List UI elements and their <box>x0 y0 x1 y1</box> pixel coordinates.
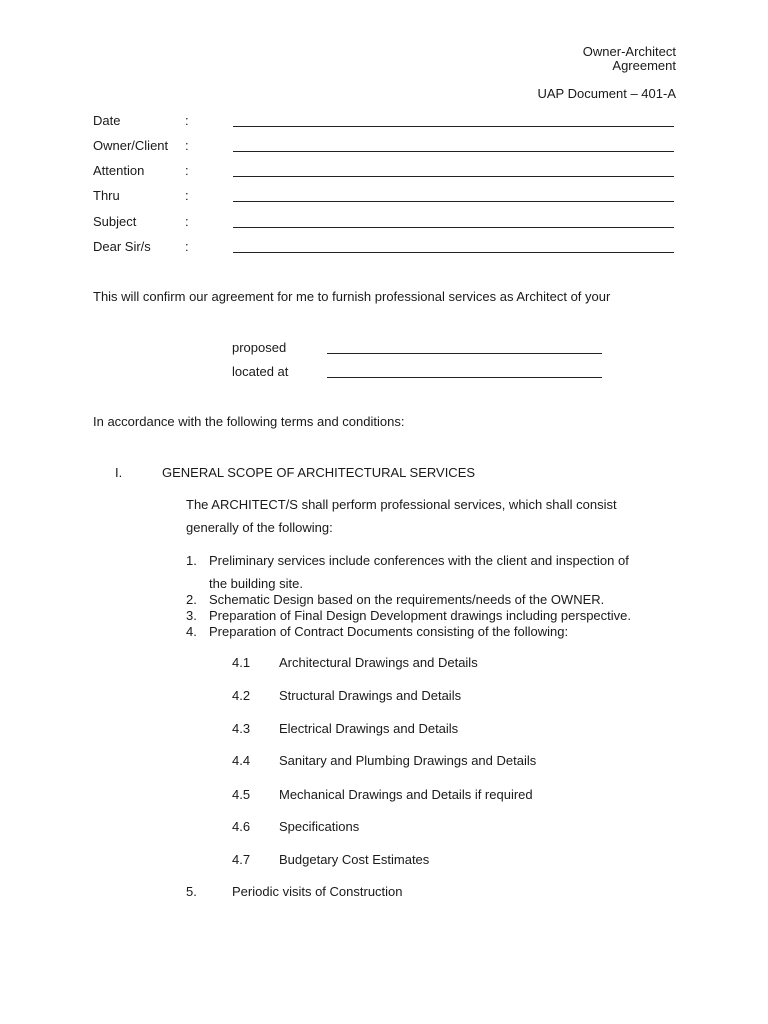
terms-intro: In accordance with the following terms and conditions: <box>93 414 405 429</box>
subitem-text: Specifications <box>279 819 360 834</box>
item-text-line1: Preliminary services include conferences with the client and inspection of <box>209 553 629 568</box>
item-text: Schematic Design based on the requirements/needs of the OWNER. <box>209 592 605 607</box>
thru-blank-line[interactable] <box>233 201 674 202</box>
subitem-number: 4.5 <box>232 787 251 802</box>
field-colon: : <box>185 138 189 153</box>
date-blank-line[interactable] <box>233 126 674 127</box>
field-colon: : <box>185 163 189 178</box>
field-label: Thru <box>93 188 120 203</box>
section-title: GENERAL SCOPE OF ARCHITECTURAL SERVICES <box>162 465 476 480</box>
field-label: Subject <box>93 214 137 229</box>
located-at-label: located at <box>232 364 289 379</box>
subitem-number: 4.3 <box>232 721 251 736</box>
proposed-blank-line[interactable] <box>327 353 602 354</box>
subitem-text: Structural Drawings and Details <box>279 688 462 703</box>
item-number: 1. <box>186 553 197 568</box>
field-label: Date <box>93 113 121 128</box>
field-label: Attention <box>93 163 145 178</box>
section-paragraph-line1: The ARCHITECT/S shall perform professional services, which shall consist <box>186 497 617 512</box>
proposed-label: proposed <box>232 340 287 355</box>
item-number: 5. <box>186 884 197 899</box>
subject-blank-line[interactable] <box>233 227 674 228</box>
field-colon: : <box>185 239 189 254</box>
item-text: Preparation of Contract Documents consisting of the following: <box>209 624 569 639</box>
field-label: Owner/Client <box>93 138 169 153</box>
subitem-number: 4.1 <box>232 655 251 670</box>
item-number: 4. <box>186 624 197 639</box>
item-number: 3. <box>186 608 197 623</box>
subitem-text: Mechanical Drawings and Details if required <box>279 787 533 802</box>
dear-sirs-blank-line[interactable] <box>233 252 674 253</box>
subitem-number: 4.6 <box>232 819 251 834</box>
subitem-text: Architectural Drawings and Details <box>279 655 478 670</box>
subitem-text: Electrical Drawings and Details <box>279 721 459 736</box>
item-number: 2. <box>186 592 197 607</box>
item-text-line2: the building site. <box>209 576 303 591</box>
field-colon: : <box>185 188 189 203</box>
subitem-number: 4.2 <box>232 688 251 703</box>
subitem-text: Budgetary Cost Estimates <box>279 852 430 867</box>
doc-type-line1: Owner-Architect <box>582 44 676 59</box>
field-colon: : <box>185 214 189 229</box>
field-label: Dear Sir/s <box>93 239 151 254</box>
attention-blank-line[interactable] <box>233 176 674 177</box>
section-number: I. <box>115 465 123 480</box>
subitem-number: 4.4 <box>232 753 251 768</box>
doc-number: UAP Document – 401-A <box>537 86 676 101</box>
intro-paragraph: This will confirm our agreement for me to furnish professional services as Architect of your <box>93 289 611 304</box>
subitem-text: Sanitary and Plumbing Drawings and Details <box>279 753 537 768</box>
item-text: Periodic visits of Construction <box>232 884 403 899</box>
field-colon: : <box>185 113 189 128</box>
located-at-blank-line[interactable] <box>327 377 602 378</box>
owner-client-blank-line[interactable] <box>233 151 674 152</box>
section-paragraph-line2: generally of the following: <box>186 520 333 535</box>
subitem-number: 4.7 <box>232 852 251 867</box>
item-text: Preparation of Final Design Development drawings including perspective. <box>209 608 632 623</box>
doc-type-line2: Agreement <box>612 58 676 73</box>
